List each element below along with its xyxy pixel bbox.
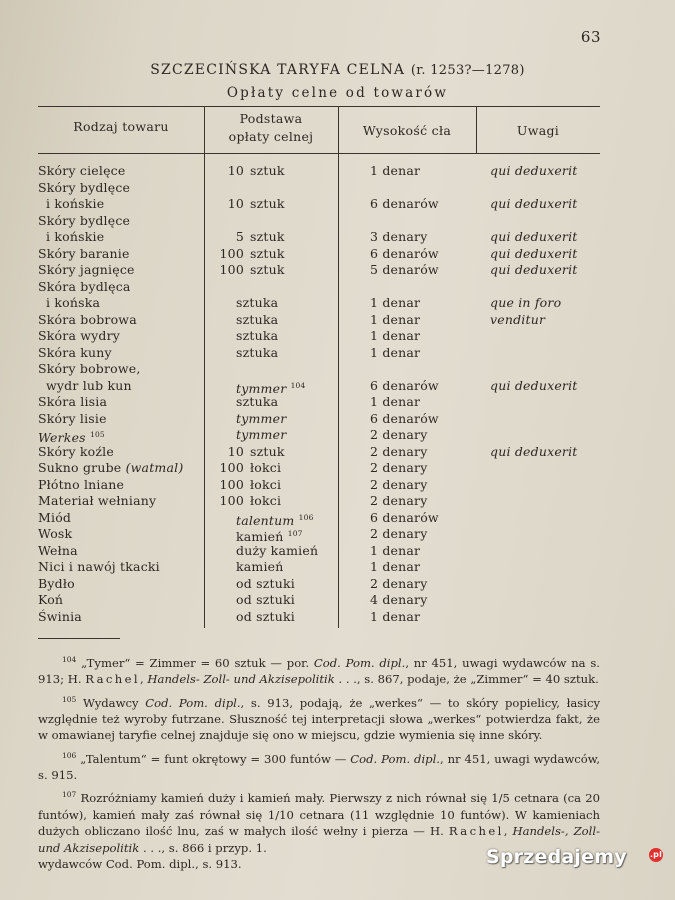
table-cell-towar: Skóra kuny <box>38 344 112 360</box>
table-cell-podstawa: sztuk <box>250 443 285 459</box>
table-cell-towar: Miód <box>38 509 72 525</box>
table-cell-uwagi: qui deduxerit <box>490 262 578 277</box>
table-cell-towar: Świnia <box>38 608 82 624</box>
table-cell-wysokosc: 2 denary <box>370 493 428 508</box>
table-cell-wysokosc: 1 denar <box>370 311 421 327</box>
table-cell-podstawa: łokci <box>250 460 282 475</box>
table-cell-ilosc: 10 <box>227 196 244 211</box>
column-header-rodzaj: Rodzaj towaru <box>73 119 169 134</box>
table-cell-podstawa: sztuka <box>236 328 279 343</box>
table-cell-towar: Wosk <box>38 526 73 541</box>
table-cell-ilosc: 100 <box>219 262 244 277</box>
table-cell-wysokosc: 1 denar <box>370 542 421 558</box>
table-cell-ilosc: 100 <box>219 476 244 492</box>
table-cell-wysokosc: 4 denary <box>370 592 428 607</box>
watermark-text: Sprzedajemy <box>486 846 627 868</box>
table-cell-wysokosc: 6 denarów <box>370 377 439 393</box>
table-cell-towar: Skóry bydlęce <box>38 212 131 228</box>
table-cell-ilosc: 5 <box>235 229 244 244</box>
table-cell-wysokosc: 2 denary <box>370 575 428 591</box>
table-cell-towar: Skóry bydlęce <box>38 179 131 195</box>
table-cell-wysokosc: 6 denarów <box>370 245 439 261</box>
footnote-106: $^{106}$ „Talentum“ = funt okrętowy = 300 funtów — Cod. Pom. dipl., nr 451, uwagi wydawców, s. 915. <box>38 750 601 783</box>
table-cell-towar: Skóra bobrowa <box>38 311 137 327</box>
table-cell-towar: Bydło <box>38 575 75 591</box>
table-header-rule <box>38 153 600 154</box>
table-cell-podstawa: sztuk <box>250 163 285 178</box>
table-cell-towar: Sukno grube (watmal) <box>38 460 184 475</box>
table-cell-wysokosc: 1 denar <box>370 394 421 409</box>
table-cell-podstawa: sztuk <box>250 245 285 261</box>
table-cell-towar: Skóra lisia <box>38 394 108 409</box>
table-cell-towar: Werkes $^{105}$ <box>38 430 105 446</box>
table-cell-towar: Wełna <box>38 542 78 558</box>
column-divider <box>204 106 205 628</box>
watermark-suffix: .pl <box>649 848 663 862</box>
table-cell-ilosc: 10 <box>227 163 244 178</box>
table-cell-towar: Koń <box>38 592 64 607</box>
column-header-podstawa <box>204 110 338 146</box>
table-cell-towar: Skóry jagnięce <box>38 262 135 277</box>
table-cell-wysokosc: 3 denary <box>370 229 428 244</box>
table-cell-uwagi: que in foro <box>490 295 562 310</box>
table-cell-towar: Skóry bobrowe, <box>38 361 141 376</box>
table-cell-podstawa: łokci <box>250 476 282 492</box>
table-cell-towar: Skóry baranie <box>38 245 130 261</box>
footnotes <box>38 652 600 876</box>
table-cell-wysokosc: 2 denary <box>370 460 428 475</box>
table-cell-podstawa: od sztuki <box>236 608 295 624</box>
table-cell-podstawa: kamień <box>236 559 284 574</box>
table-cell-uwagi: qui deduxerit <box>490 163 578 178</box>
page-number: 63 <box>580 28 601 46</box>
watermark-logo <box>486 846 661 876</box>
table-cell-podstawa: łokci <box>250 493 282 508</box>
table-cell-wysokosc: 1 denar <box>370 295 421 310</box>
table-cell-ilosc: 100 <box>219 245 244 261</box>
table-cell-podstawa: sztuk <box>250 262 285 277</box>
table-cell-wysokosc: 6 denarów <box>370 410 439 426</box>
table-cell-towar: Skóry cielęce <box>38 163 126 178</box>
table-cell-wysokosc: 1 denar <box>370 344 421 360</box>
table-cell-uwagi: qui deduxerit <box>490 245 578 261</box>
table-cell-wysokosc: 6 denarów <box>370 196 439 211</box>
table-cell-podstawa: tymmer <box>236 410 287 426</box>
column-header-podstawa-line1: Podstawa <box>239 111 303 126</box>
table-cell-podstawa: sztuka <box>236 311 279 327</box>
table-cell-podstawa: sztuka <box>236 295 279 310</box>
table-cell-wysokosc: 2 denary <box>370 427 428 442</box>
table-cell-podstawa: tymmer <box>236 427 287 442</box>
footnote-104: $^{104}$ „Tymer“ = Zimmer = 60 sztuk — por. Cod. Pom. dipl., nr 451, uwagi wydawców na s. 913; H. Rachel, Handels- Zoll- und Akzisepolitik . . ., s. 867, podaje, że „Zimmer“ = 40 sztuk. <box>38 655 600 687</box>
table-cell-towar: i końska <box>46 295 101 310</box>
table-cell-podstawa: talentum $^{106}$ <box>236 512 314 528</box>
table-cell-towar: Skóra bydlęca <box>38 278 131 294</box>
table-cell-wysokosc: 1 denar <box>370 328 421 343</box>
table-cell-towar: i końskie <box>46 196 105 211</box>
table-cell-wysokosc: 1 denar <box>370 163 421 178</box>
page-heading <box>0 62 675 78</box>
table-cell-wysokosc: 1 denar <box>370 608 421 624</box>
footnote-separator <box>38 638 120 639</box>
footnote-105: $^{105}$ Wydawcy Cod. Pom. dipl., s. 913, podają, że „werkes“ — to skóry popielicy, łasicy względnie też wyroby futrzane. Słuszność tej interpretacji słowa „werkes“ potwierdza fakt, że w omawianej taryfie celnej znajduje się ono w miejscu, gdzie wymienia się inne skóry. <box>38 694 600 743</box>
table-cell-ilosc: 10 <box>227 443 244 459</box>
table-cell-wysokosc: 1 denar <box>370 559 421 574</box>
table-cell-towar: Skóry koźle <box>38 443 114 459</box>
table-cell-towar: i końskie <box>46 229 105 244</box>
table-top-rule <box>38 106 600 107</box>
heading-dates: (r. 1253?—1278) <box>410 63 525 78</box>
table-cell-towar: Nici i nawój tkacki <box>38 559 160 574</box>
footnote-107: $^{107}$ Rozróżniamy kamień duży i kamień mały. Pierwszy z nich równał się 1/5 cetnara (ca 20 funtów), kamień mały zaś równał się 1/10 cetnara (11 względnie 10 funtów). W kamieniach dużych obliczano ilość lnu, zaś w małych ilość wełny i pierza — H. Rachel, Handels-, Zoll- und Akzisepolitik . . ., s. 866 i przyp. 1. wydawców Cod. Pom. dipl., s. 913. <box>38 790 601 871</box>
table-cell-towar: Płótno lniane <box>38 476 125 492</box>
table-cell-wysokosc: 2 denary <box>370 526 428 541</box>
column-header-podstawa-line2: opłaty celnej <box>228 129 314 144</box>
table-cell-uwagi: qui deduxerit <box>490 377 578 393</box>
table-cell-wysokosc: 5 denarów <box>370 262 439 277</box>
table-cell-towar: Skóra wydry <box>38 328 121 343</box>
table-cell-podstawa: kamień $^{107}$ <box>236 529 303 545</box>
table-cell-towar: wydr lub kun <box>46 377 132 393</box>
table-cell-uwagi: venditur <box>490 311 546 327</box>
table-cell-wysokosc: 6 denarów <box>370 509 439 525</box>
table-cell-uwagi: qui deduxerit <box>490 443 578 459</box>
table-cell-podstawa: sztuka <box>236 344 279 360</box>
table-cell-towar: Materiał wełniany <box>38 493 157 508</box>
column-header-uwagi: Uwagi <box>516 123 560 138</box>
table-cell-podstawa: tymmer $^{104}$ <box>236 380 306 396</box>
table-cell-podstawa: sztuk <box>250 229 285 244</box>
table-caption: Opłaty celne od towarów <box>226 85 449 101</box>
table-cell-uwagi: qui deduxerit <box>490 229 578 244</box>
table-cell-ilosc: 100 <box>219 460 244 475</box>
table-cell-podstawa: od sztuki <box>236 575 295 591</box>
table-cell-wysokosc: 2 denary <box>370 443 428 459</box>
table-cell-wysokosc: 2 denary <box>370 476 428 492</box>
table-cell-uwagi: qui deduxerit <box>490 196 578 211</box>
table-cell-ilosc: 100 <box>219 493 244 508</box>
table-cell-podstawa: duży kamień <box>236 542 319 558</box>
heading-title: SZCZECIŃSKA TARYFA CELNA <box>150 62 406 78</box>
column-header-wysokosc: Wysokość cła <box>362 123 452 138</box>
column-divider <box>338 106 339 628</box>
table-cell-towar: Skóry lisie <box>38 410 107 426</box>
table-cell-podstawa: sztuka <box>236 394 279 409</box>
table-cell-podstawa: sztuk <box>250 196 285 211</box>
table-cell-podstawa: od sztuki <box>236 592 295 607</box>
